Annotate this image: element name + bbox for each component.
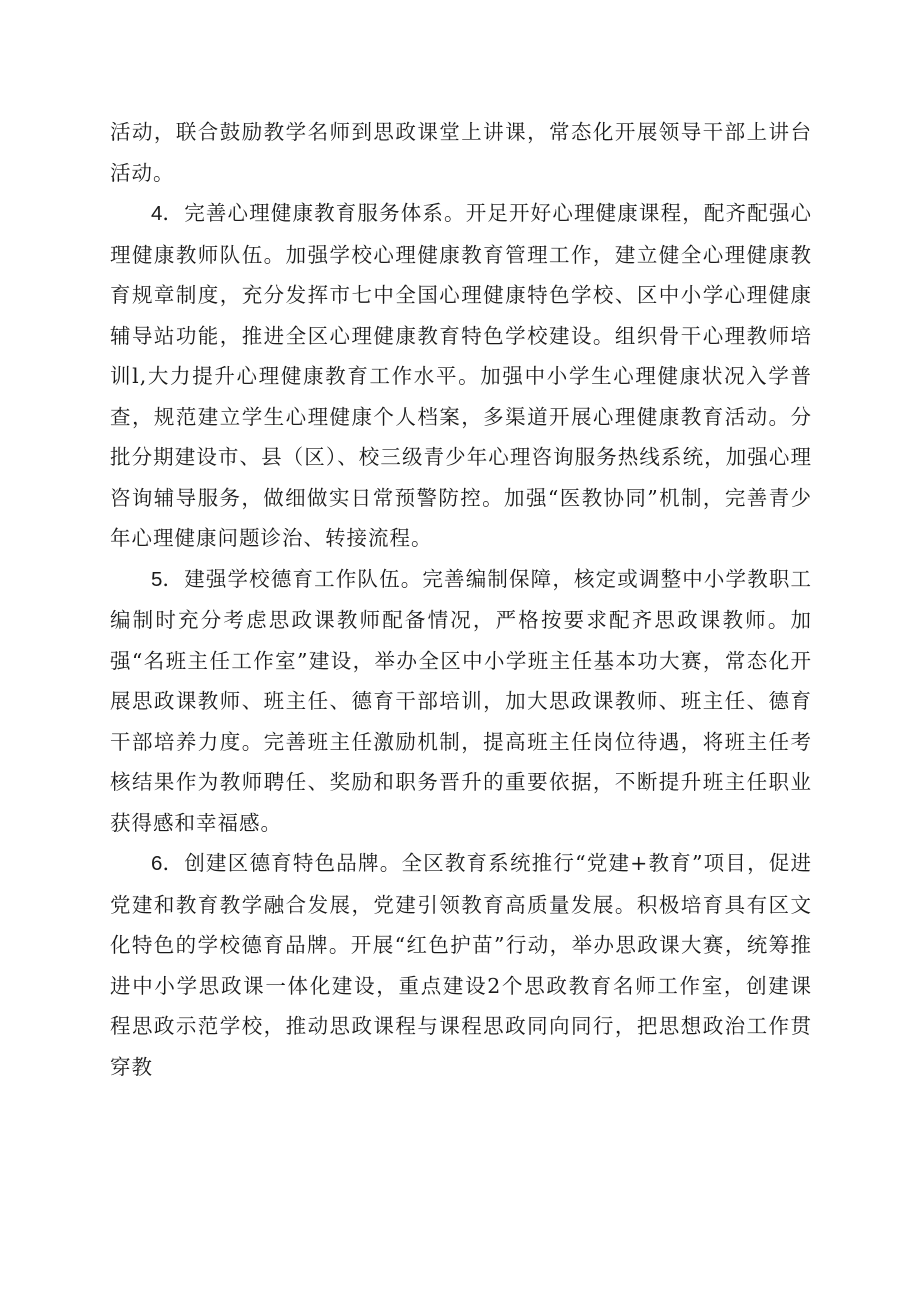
paragraph-number: 5	[151, 567, 163, 591]
paragraph-item-6	[110, 843, 812, 1087]
paragraph-item-4	[110, 193, 812, 559]
paragraph-item-5	[110, 559, 812, 844]
paragraph-continued	[110, 112, 812, 193]
paragraph-text: ．创建区德育特色品牌。全区教育系统推行“党建+教育”项目，促进党建和教育教学融合发展，党建引领教育高质量发展。积极培育具有区文化特色的学校德育品牌。开展“红色护苗”行动，举办思政课大赛，统筹推进中小学思政课一体化建设，重点建设2个思政教育名师工作室，创建课程思政示范学校，推动思政课程与课程思政同向同行，把思想政治工作贯穿教	[110, 851, 812, 1079]
paragraph-text: ．完善心理健康教育服务体系。开足开好心理健康课程，配齐配强心理健康教师队伍。加强学校心理健康教育管理工作，建立健全心理健康教育规章制度，充分发挥市七中全国心理健康特色学校、区中小学心理健康辅导站功能，推进全区心理健康教育特色学校建设。组织骨干心理教师培训l,大力提升心理健康教育工作水平。加强中小学生心理健康状况入学普查，规范建立学生心理健康个人档案，多渠道开展心理健康教育活动。分批分期建设市、县（区）、校三级青少年心理咨询服务热线系统，加强心理咨询辅导服务，做细做实日常预警防控。加强“医教协同”机制，完善青少年心理健康问题诊治、转接流程。	[110, 201, 812, 550]
paragraph-text: 活动，联合鼓励教学名师到思政课堂上讲课，常态化开展领导干部上讲台活动。	[110, 120, 812, 185]
paragraph-text: ．建强学校德育工作队伍。完善编制保障，核定或调整中小学教职工编制时充分考虑思政课教师配备情况，严格按要求配齐思政课教师。加强“名班主任工作室”建设，举办全区中小学班主任基本功大赛，常态化开展思政课教师、班主任、德育干部培训，加大思政课教师、班主任、德育干部培养力度。完善班主任激励机制，提高班主任岗位待遇，将班主任考核结果作为教师聘任、奖励和职务晋升的重要依据，不断提升班主任职业获得感和幸福感。	[110, 566, 812, 835]
paragraph-number: 4	[151, 202, 163, 225]
paragraph-number: 6	[151, 852, 163, 875]
document-body	[110, 112, 812, 1087]
